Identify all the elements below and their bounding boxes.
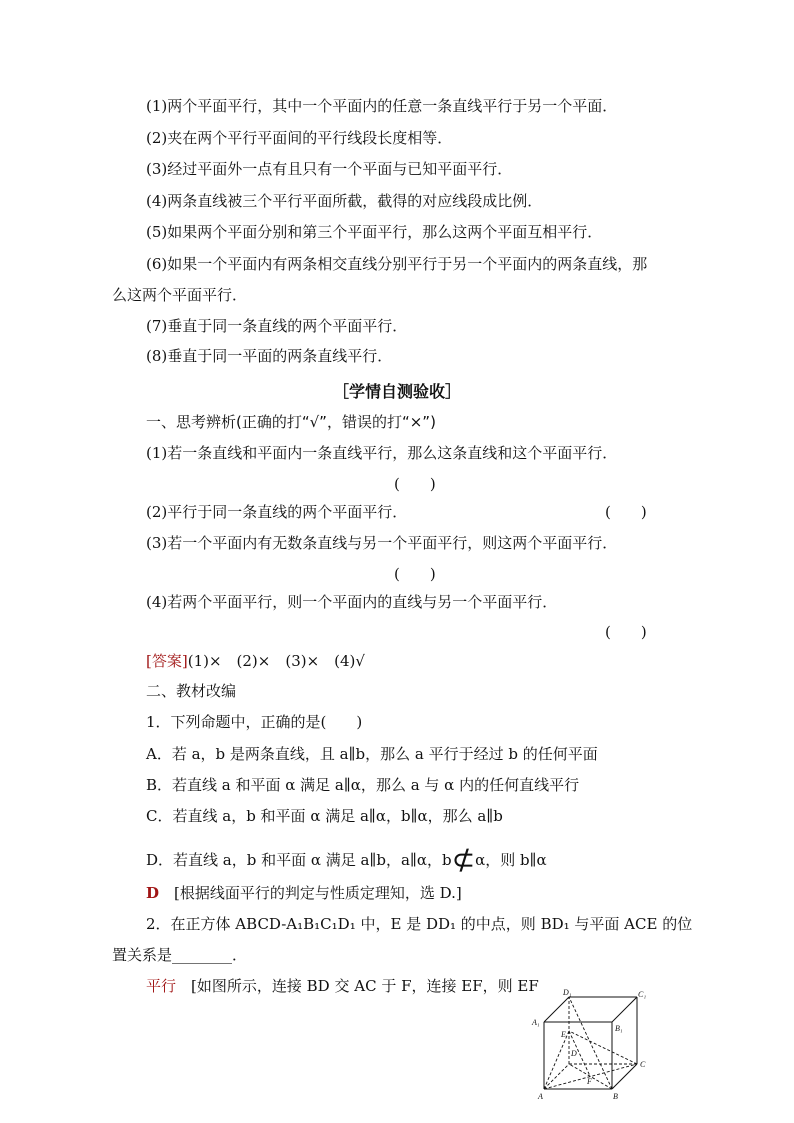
label-b1: B₁: [615, 1024, 623, 1033]
property-8: (8)垂直于同一平面的两条直线平行．: [146, 347, 393, 365]
edge-a1d1: [544, 997, 569, 1022]
label-a: A: [538, 1092, 543, 1101]
part1-answer: [146, 651, 365, 671]
seg-ce: [569, 1031, 637, 1064]
edge-bc: [612, 1064, 637, 1089]
part1-q4: (4)若两个平面平行，则一个平面内的直线与另一个平面平行．: [146, 593, 558, 611]
answer-text: (1)× (2)× (3)× (4)√: [187, 652, 365, 670]
edge-b1c1: [612, 997, 637, 1022]
property-1: (1)两个平面平行，其中一个平面内的任意一条直线平行于另一个平面．: [146, 97, 618, 115]
property-2: (2)夹在两个平行平面间的平行线段长度相等．: [146, 129, 453, 147]
option-d-post: α，则 b∥α: [475, 851, 547, 869]
answer-tag: [答案]: [146, 652, 188, 670]
part2-q2-line2: 置关系是________．: [112, 946, 248, 964]
diag-bd1: [569, 997, 612, 1089]
part2-q2-line1: 2．在正方体 ABCD-A₁B₁C₁D₁ 中，E 是 DD₁ 的中点，则 BD₁ 与平面 ACE 的位: [146, 915, 693, 933]
property-6-line2: 么这两个平面平行．: [112, 286, 248, 304]
section-heading: ［学情自测验收］: [332, 382, 461, 401]
part1-q3-blank: ( ): [394, 565, 436, 583]
q2-explanation: [如图所示，连接 BD 交 AC 于 F，连接 EF，则 EF: [191, 977, 539, 995]
part2-title: 二、教材改编: [146, 682, 237, 700]
part1-q4-blank: ( ): [605, 623, 647, 641]
part1-title: 一、思考辨析(正确的打“√”，错误的打“×”): [146, 413, 436, 431]
part2-q1-stem: 1．下列命题中，正确的是( ): [146, 713, 363, 731]
option-d-pre: D．若直线 a，b 和平面 α 满足 a∥b，a∥α，b: [146, 851, 452, 869]
option-b: B．若直线 a 和平面 α 满足 a∥α，那么 a 与 α 内的任何直线平行: [146, 776, 580, 794]
q2-solution: [146, 976, 539, 996]
option-c: C．若直线 a，b 和平面 α 满足 a∥α，b∥α，那么 a∥b: [146, 807, 503, 825]
part1-q1-blank: ( ): [394, 475, 436, 493]
label-a1: A₁: [532, 1018, 540, 1027]
q1-solution: [146, 883, 462, 903]
property-4: (4)两条直线被三个平行平面所截，截得的对应线段成比例．: [146, 192, 543, 210]
edge-ad: [544, 1064, 569, 1089]
q1-explanation: [根据线面平行的判定与性质定理知，选 D.]: [174, 884, 462, 902]
option-a: A．若 a，b 是两条直线，且 a∥b，那么 a 平行于经过 b 的任何平面: [146, 745, 598, 763]
part1-q2-blank: ( ): [605, 503, 647, 521]
part1-q2: (2)平行于同一条直线的两个平面平行．: [146, 503, 408, 521]
q1-answer: D: [146, 884, 160, 902]
label-e: E: [561, 1030, 566, 1039]
label-d1: D₁: [563, 988, 572, 997]
not-subset-symbol: ⊄: [451, 843, 476, 876]
q2-answer: 平行: [146, 977, 177, 995]
property-7: (7)垂直于同一条直线的两个平面平行．: [146, 317, 408, 335]
label-c1: C₁: [638, 990, 647, 999]
property-6-line1: (6)如果一个平面内有两条相交直线分别平行于另一个平面内的两条直线，那: [146, 255, 648, 273]
cube-figure: [530, 985, 660, 1105]
part1-q3: (3)若一个平面内有无数条直线与另一个平面平行，则这两个平面平行．: [146, 534, 618, 552]
part1-q1: (1)若一条直线和平面内一条直线平行，那么这条直线和这个平面平行．: [146, 444, 618, 462]
option-d: [146, 843, 547, 876]
seg-ae: [544, 1031, 569, 1089]
label-d: D: [571, 1049, 577, 1058]
property-3: (3)经过平面外一点有且只有一个平面与已知平面平行．: [146, 160, 513, 178]
property-5: (5)如果两个平面分别和第三个平面平行，那么这两个平面互相平行．: [146, 223, 603, 241]
label-c: C: [640, 1060, 646, 1069]
label-f: F: [587, 1077, 592, 1086]
label-b: B: [613, 1092, 618, 1101]
